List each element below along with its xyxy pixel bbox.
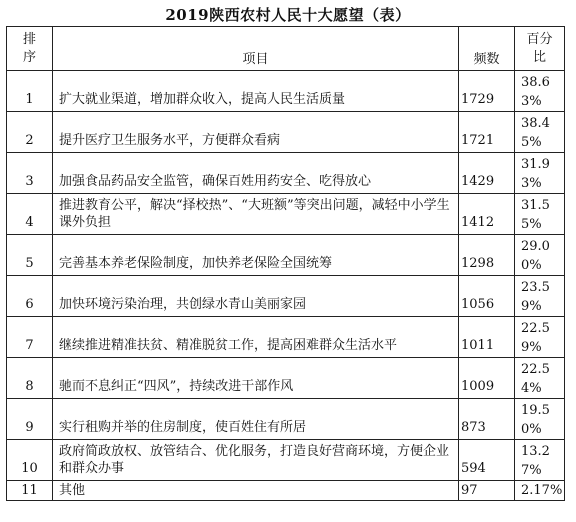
percent-cell: 23.59% — [515, 276, 565, 317]
header-rank-line1: 排 — [22, 31, 36, 47]
rank-cell: 1 — [7, 71, 53, 112]
frequency-cell: 873 — [459, 399, 515, 440]
wishes-table — [6, 26, 565, 501]
table-row — [7, 235, 565, 276]
rank-cell: 2 — [7, 112, 53, 153]
table-row — [7, 399, 565, 440]
frequency-cell: 1298 — [459, 235, 515, 276]
table-row — [7, 112, 565, 153]
frequency-cell: 1429 — [459, 153, 515, 194]
rank-cell: 6 — [7, 276, 53, 317]
percent-cell: 13.27% — [515, 440, 565, 481]
header-percent-line1: 百分 — [526, 31, 553, 47]
rank-cell: 7 — [7, 317, 53, 358]
header-percent-line2: 比 — [532, 49, 546, 65]
item-cell: 政府简政放权、放管结合、优化服务，打造良好营商环境，方便企业和群众办事 — [53, 440, 459, 481]
item-cell: 继续推进精准扶贫、精准脱贫工作，提高困难群众生活水平 — [53, 317, 459, 358]
frequency-cell: 1412 — [459, 194, 515, 235]
item-cell: 驰而不息纠正“四风”，持续改进干部作风 — [53, 358, 459, 399]
header-frequency: 频数 — [459, 27, 515, 71]
rank-cell: 10 — [7, 440, 53, 481]
rank-cell: 8 — [7, 358, 53, 399]
percent-cell: 38.45% — [515, 112, 565, 153]
percent-cell: 29.00% — [515, 235, 565, 276]
table-title: 2019陕西农村人民十大愿望（表） — [165, 6, 411, 24]
percent-cell: 31.93% — [515, 153, 565, 194]
table-row — [7, 358, 565, 399]
header-rank-line2: 序 — [22, 49, 36, 65]
item-cell: 加强食品药品安全监管，确保百姓用药安全、吃得放心 — [53, 153, 459, 194]
frequency-cell: 594 — [459, 440, 515, 481]
item-cell: 实行租购并举的住房制度，使百姓住有所居 — [53, 399, 459, 440]
table-row — [7, 481, 565, 501]
percent-cell: 2.17% — [515, 481, 565, 501]
item-cell: 完善基本养老保险制度，加快养老保险全国统筹 — [53, 235, 459, 276]
percent-cell: 38.63% — [515, 71, 565, 112]
header-row — [7, 27, 565, 71]
table-row — [7, 153, 565, 194]
rank-cell: 4 — [7, 194, 53, 235]
frequency-cell: 1056 — [459, 276, 515, 317]
rank-cell: 5 — [7, 235, 53, 276]
percent-cell: 31.55% — [515, 194, 565, 235]
item-cell: 加快环境污染治理，共创绿水青山美丽家园 — [53, 276, 459, 317]
item-cell: 推进教育公平，解决“择校热”、“大班额”等突出问题，减轻中小学生课外负担 — [53, 194, 459, 235]
frequency-cell: 1011 — [459, 317, 515, 358]
table-row — [7, 71, 565, 112]
rank-cell: 3 — [7, 153, 53, 194]
frequency-cell: 1721 — [459, 112, 515, 153]
frequency-cell: 97 — [459, 481, 515, 501]
table-row — [7, 440, 565, 481]
header-item: 项目 — [53, 27, 459, 71]
header-rank — [7, 27, 53, 71]
percent-cell: 22.59% — [515, 317, 565, 358]
percent-cell: 19.50% — [515, 399, 565, 440]
frequency-cell: 1729 — [459, 71, 515, 112]
table-row — [7, 276, 565, 317]
item-cell: 其他 — [53, 481, 459, 501]
item-cell: 扩大就业渠道，增加群众收入，提高人民生活质量 — [53, 71, 459, 112]
table-row — [7, 194, 565, 235]
rank-cell: 11 — [7, 481, 53, 501]
rank-cell: 9 — [7, 399, 53, 440]
header-percent — [515, 27, 565, 71]
item-cell: 提升医疗卫生服务水平，方便群众看病 — [53, 112, 459, 153]
table-row — [7, 317, 565, 358]
percent-cell: 22.54% — [515, 358, 565, 399]
frequency-cell: 1009 — [459, 358, 515, 399]
